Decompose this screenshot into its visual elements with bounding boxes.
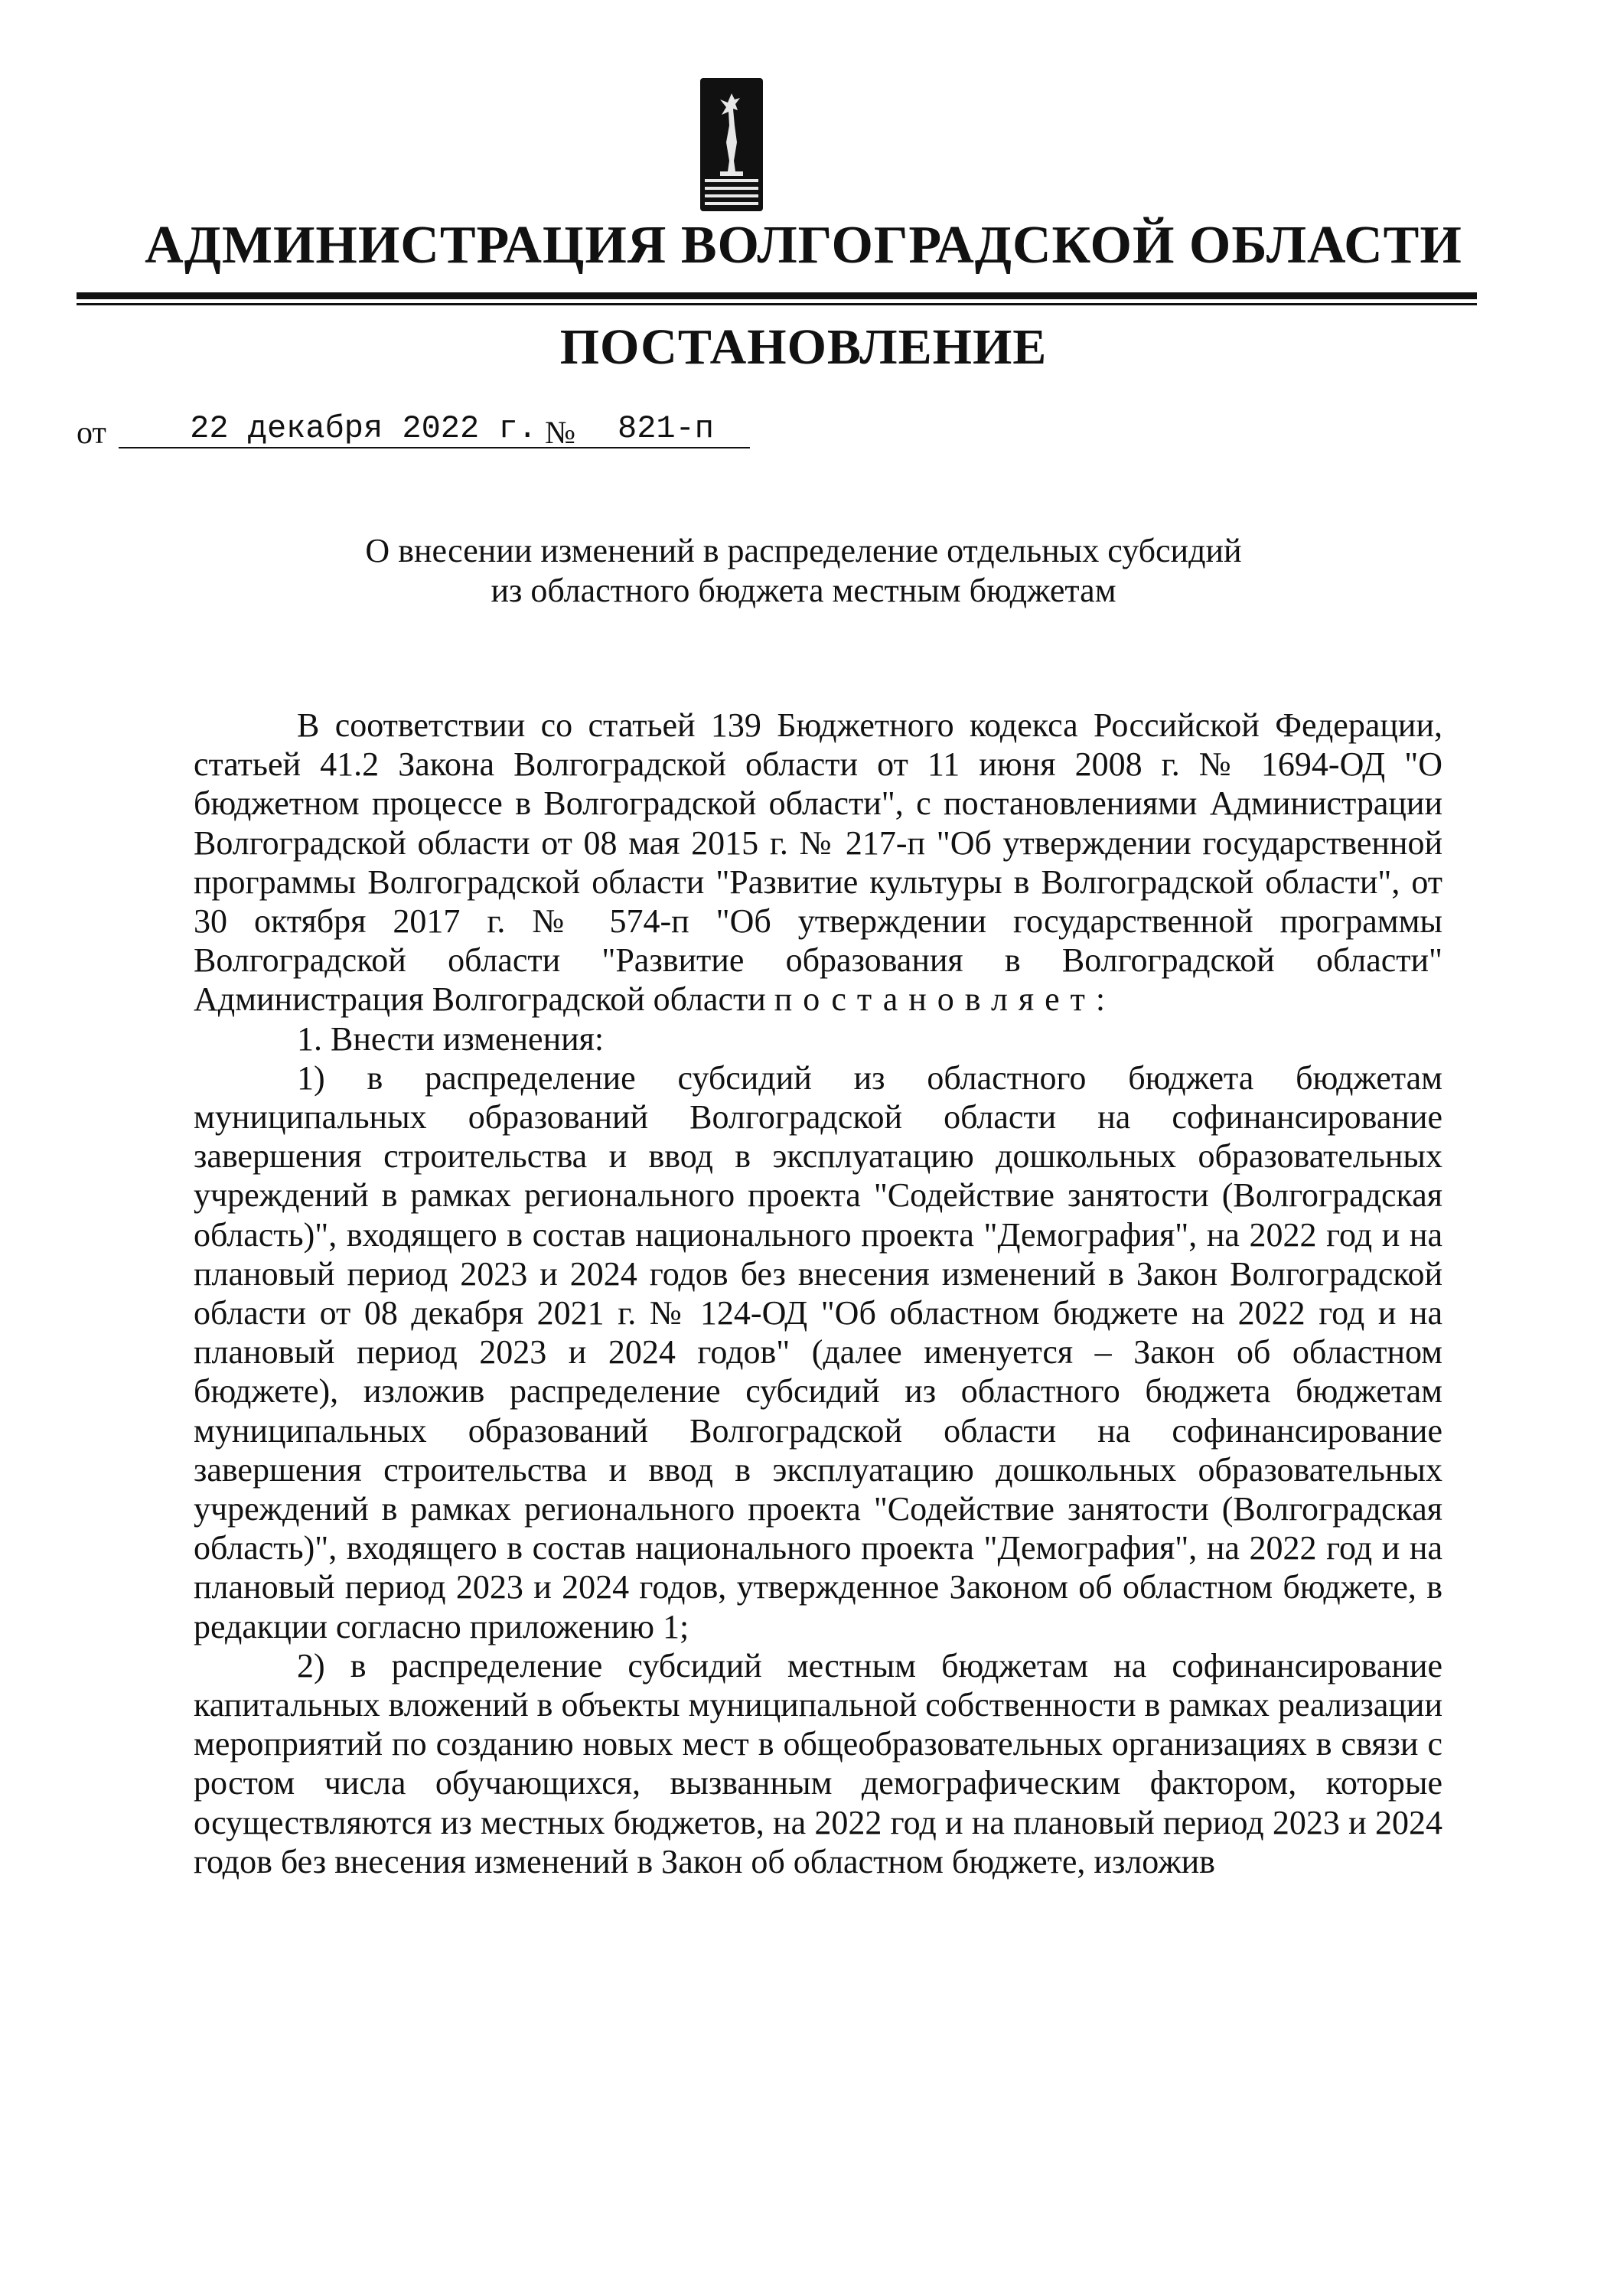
document-subject bbox=[0, 531, 1607, 611]
subject-line-2: из областного бюджета местным бюджетам bbox=[491, 572, 1116, 609]
header-divider bbox=[77, 292, 1477, 299]
document-type: ПОСТАНОВЛЕНИЕ bbox=[559, 319, 1048, 375]
date-number-line bbox=[77, 410, 918, 456]
decree-word: постановляет: bbox=[774, 980, 1116, 1019]
item-1-subitem-1: 1) в распределение субсидий из областного бюджета бюджетам муниципальных образований Волгоградской области на софинансирование завершения строительства и ввод в эксплуатацию дошкольных образовательных учреждений в рамках регионального проекта "Содействие занятости (Волгоградская область)", входящего в состав национального проекта "Демография", на 2022 год и на плановый период 2023 и 2024 годов без внесения изменений в Закон Волгоградской области от 08 декабря 2021 г. № 124-ОД "Об областном бюджете на 2022 год и на плановый период 2023 и 2024 годов" (далее именуется – Закон об областном бюджете), изложив распределение субсидий из областного бюджета бюджетам муниципальных образований Волгоградской области на софинансирование завершения строительства и ввод в эксплуатацию дошкольных образовательных учреждений в рамках регионального проекта "Содействие занятости (Волгоградская область)", входящего в состав национального проекта "Демография", на 2022 год и на плановый период 2023 и 2024 годов, утвержденное Законом об областном бюджете, в редакции согласно приложению 1; bbox=[194, 1058, 1442, 1645]
item-1-subitem-2: 2) в распределение субсидий местным бюджетам на софинансирование капитальных вложений в объекты муниципальной собственности в рамках реализации мероприятий по созданию новых мест в общеобразовательных организациях в связи с ростом числа обучающихся, вызванным демографическим фактором, которые осуществляются из местных бюджетов, на 2022 год и на плановый период 2023 и 2024 годов без внесения изменений в Закон об областном бюджете, изложив bbox=[194, 1646, 1442, 1880]
document-number: 821-п bbox=[582, 410, 750, 448]
document-body bbox=[194, 706, 1442, 1881]
preamble-paragraph bbox=[194, 706, 1442, 1019]
organization-title: АДМИНИСТРАЦИЯ ВОЛГОГРАДСКОЙ ОБЛАСТИ bbox=[145, 216, 1462, 275]
header-divider-thin bbox=[77, 303, 1477, 305]
subject-line-1: О внесении изменений в распределение отдельных субсидий bbox=[365, 532, 1242, 569]
volgograd-region-emblem-icon bbox=[697, 77, 766, 214]
preamble-text: В соответствии со статьей 139 Бюджетного кодекса Российской Федерации, статьей 41.2 Закона Волгоградской области от 11 июня 2008 г. № 1694-ОД "О бюджетном процессе в Волгоградской области", с постановлениями Администрации Волгоградской области от 08 мая 2015 г. № 217-п "Об утверждении государственной программы Волгоградской области "Развитие культуры в Волгоградской области", от 30 октября 2017 г. № 574-п "Об утверждении государственной программы Волгоградской области "Развитие образования в Волгоградской области" Администрация Волгоградской области bbox=[194, 706, 1442, 1019]
number-prefix: № bbox=[545, 416, 576, 451]
item-1: 1. Внести изменения: bbox=[297, 1019, 605, 1058]
document-date: 22 декабря 2022 г. bbox=[119, 410, 608, 448]
date-prefix: от bbox=[77, 416, 106, 451]
